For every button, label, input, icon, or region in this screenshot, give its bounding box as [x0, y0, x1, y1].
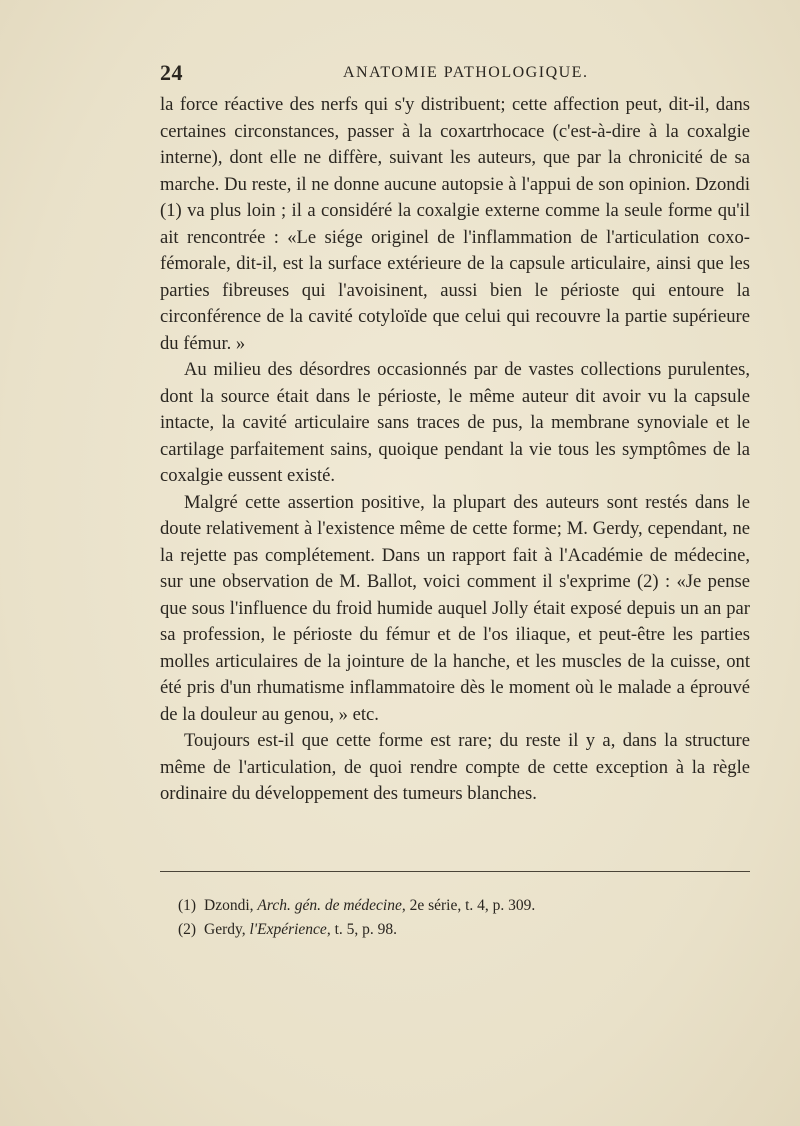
footnote-details: , 2e série, t. 4, p. 309. — [401, 897, 536, 914]
footnote-divider — [160, 871, 750, 872]
paragraph: Malgré cette assertion positive, la plupart des auteurs sont restés dans le doute relativement à l'existence même de cette forme; M. Gerdy, cependant, ne la rejette pas complétement. Dans un rapport fait à l'Académie de médecine, sur une observation de M. Ballot, voici comment il s'exprime (2) : «Je pense que sous l'influence du froid humide auquel Jolly était exposé depuis un an par sa profession, le périoste du fémur et de l'os iliaque, et peut-être les parties molles articulaires de la jointure de la hanche, et les muscles de la cuisse, ont été pris d'un rhumatisme inflammatoire dès le moment où le malade a éprouvé de la douleur au genou, » etc. — [160, 491, 750, 725]
footnote-source: Arch. gén. de médecine — [257, 897, 402, 914]
page-number: 24 — [160, 60, 183, 85]
footnote-source: l'Expérience — [249, 921, 327, 938]
footnote-author: Dzondi, — [204, 897, 258, 914]
footnote-number: (2) — [178, 921, 197, 938]
page-header — [160, 60, 750, 90]
footnote-number: (1) — [178, 897, 197, 914]
paragraph: Au milieu des désordres occasionnés par de vastes collections purulentes, dont la source était dans le périoste, le même auteur dit avoir vu la capsule intacte, la cavité articulaire sans traces de pus, la membrane synoviale et le cartilage parfaitement sains, quoique pendant la vie tous les symptômes de la coxalgie eussent existé. — [160, 359, 750, 486]
footnote-details: , t. 5, p. 98. — [326, 921, 397, 938]
footnote — [178, 894, 738, 918]
running-title: ANATOMIE PATHOLOGIQUE. — [343, 64, 589, 81]
footnote-author: Gerdy, — [204, 921, 250, 938]
footnote — [178, 918, 738, 942]
page-body — [160, 92, 750, 808]
paragraph: la force réactive des nerfs qui s'y distribuent; cette affection peut, dit-il, dans certaines circonstances, passer à la coxartrhocace (c'est-à-dire à la coxalgie interne), dont elle ne diffère, suivant les auteurs, que par la chronicité de sa marche. Du reste, il ne donne aucune autopsie à l'appui de son opinion. Dzondi (1) va plus loin ; il a considéré la coxalgie externe comme la seule forme qu'il ait rencontrée : «Le siége originel de l'inflammation de l'articulation coxo-fémorale, dit-il, est la surface extérieure de la capsule articulaire, ainsi que les parties fibreuses qui l'avoisinent, aussi bien le périoste qui entoure la circonférence de la cavité cotyloïde que celui qui recouvre la partie supérieure du fémur. » — [160, 94, 750, 354]
footnotes — [178, 894, 738, 942]
paragraph: Toujours est-il que cette forme est rare; du reste il y a, dans la structure même de l'articulation, de quoi rendre compte de cette exception à la règle ordinaire du développement des tumeurs blanches. — [160, 730, 750, 804]
